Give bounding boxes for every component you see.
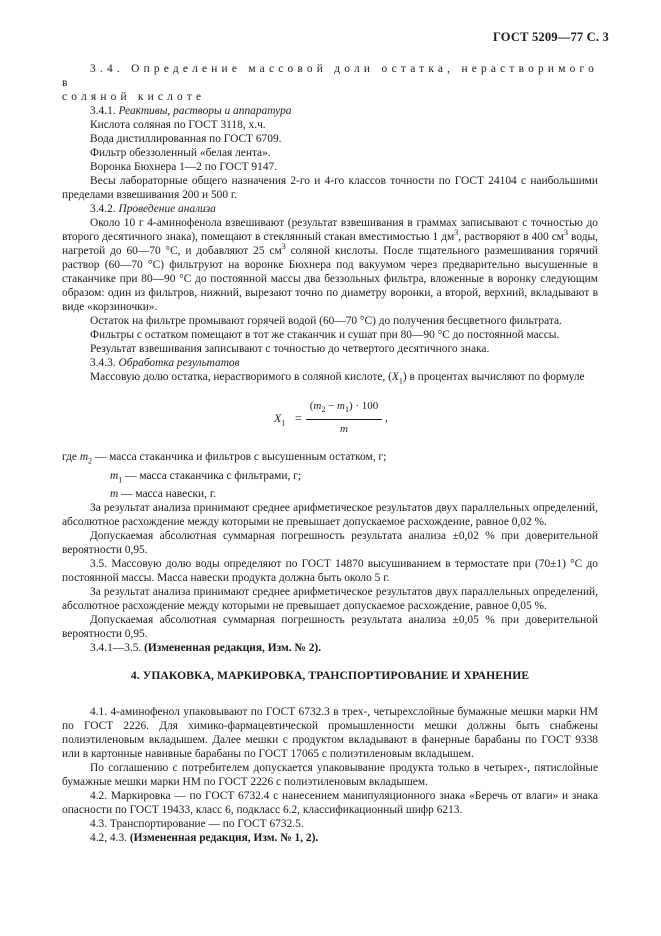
section-3-4-title-line1: 3.4. Определение массовой доли остатка, нерастворимого в (62, 63, 598, 89)
reagent-item: Фильтр обеззоленный «белая лента». (90, 147, 271, 159)
section-3-5-paragraph: 3.5. Массовую долю воды определяют по ГОСТ 14870 высушиванием в термостате при (70±1) °C до постоянной массы. Масса навески продукта должна быть около 5 г. (62, 557, 598, 584)
analysis-paragraph: Фильтры с остатком помещают в тот же стаканчик и сушат при 80—90 °C до постоянной массы. (90, 329, 560, 341)
reagent-item: Весы лабораторные общего назначения 2-го и 4-го классов точности по ГОСТ 24104 с наибольшими пределами взвешивания 200 и 500 г. (62, 175, 598, 201)
section-3-4-2-heading (62, 202, 598, 216)
analysis-paragraph: Около 10 г 4-аминофенола взвешивают (результат взвешивания в граммах записывают с точностью до второго десятичного знака), помещают в стеклянный стакан вместимостью 1 $дм^3$, растворяют в 400 $см^3$ воды, нагретой до 60—70 °C, и добавляют 25 $см^3$ соляной кислоты. После тщательного размешивания горячий раствор (60—70 °C) фильтруют на воронке Бюхнера под вакуумом через предварительно высушенные в стаканчике при 80—90 °C до постоянной массы два беззольных фильтра, вложенные в воронку следующим образом: один из фильтров, нижний, вырезают точно по диаметру воронки, а второй, верхний, вкладывают в виде «корзиночки». (62, 217, 599, 313)
fraction-bar (306, 419, 382, 420)
page-header: ГОСТ 5209—77 С. 3 (492, 30, 609, 44)
formula-denominator: m (340, 423, 348, 436)
results-paragraph: За результат анализа принимают среднее арифметическое результатов двух параллельных определений, абсолютное расхождение между которыми не превышает допускаемое расхождение, равное 0,02 %. (62, 501, 598, 528)
formula-comma: , (385, 412, 388, 425)
section-4-title: 4. УПАКОВКА, МАРКИРОВКА, ТРАНСПОРТИРОВАНИЕ И ХРАНЕНИЕ (130, 668, 530, 682)
formula-numerator: $(m_2 - m_1) \cdot 100$ (309, 400, 379, 415)
formula-fraction (306, 399, 382, 436)
where-line-m: m — масса навески, г. (110, 487, 217, 500)
section-3-4-1-num: 3.4.1. (90, 105, 116, 117)
section-3-4-1-heading (62, 104, 598, 118)
revision-note: 4.2, 4.3. (Измененная редакция, Изм. № 1, 2). (90, 831, 319, 844)
formula (62, 397, 598, 441)
section-3-5-paragraph: Допускаемая абсолютная суммарная погрешность результата анализа ±0,05 % при доверительной вероятности 0,95. (62, 613, 598, 640)
section-4-paragraph: 4.2. Маркировка — по ГОСТ 6732.4 с нанесением манипуляционного знака «Беречь от влаги» и знака опасности по ГОСТ 19433, класс 6, подкласс 6.2, классификационный шифр 6213. (62, 789, 598, 816)
formula-equals: = (295, 411, 302, 426)
document-body (62, 62, 598, 845)
formula-lhs: $X_1$ (274, 411, 286, 428)
section-3-5-paragraph: За результат анализа принимают среднее арифметическое результатов двух параллельных определений, абсолютное расхождение между которыми не превышает допускаемое расхождение, равное 0,05 %. (62, 585, 598, 612)
where-line-m2: где $m_2$ — масса стаканчика и фильтров с высушенным остатком, г; (62, 451, 387, 466)
reagent-item: Воронка Бюхнера 1—2 по ГОСТ 9147. (90, 161, 278, 173)
section-4-paragraph: 4.1. 4-аминофенол упаковывают по ГОСТ 6732.3 в трех-, четырехслойные бумажные мешки марки НМ по ГОСТ 2226. Для химико-фармацевтической промышленности мешки должны быть снабжены полиэтиленовым вкладышем. Далее мешки с продуктом вкладывают в фанерные барабаны по ГОСТ 9338 или в картонные навивные барабаны по ГОСТ 17065 с полиэтиленовым вкладышем. (62, 705, 598, 760)
results-paragraph: Допускаемая абсолютная суммарная погрешность результата анализа ±0,02 % при доверительной вероятности 0,95. (62, 529, 598, 556)
revision-note: 3.4.1—3.5. (Измененная редакция, Изм. № 2). (90, 641, 322, 654)
section-3-4-3-num: 3.4.3. (90, 357, 116, 369)
section-3-4-3-heading (62, 356, 598, 370)
where-line-m1: $m_1$ — масса стаканчика с фильтрами, г; (110, 469, 302, 484)
section-4-paragraph: 4.3. Транспортирование — по ГОСТ 6732.5. (90, 817, 304, 830)
section-3-4-2-title: Проведение анализа (118, 203, 216, 215)
reagent-item: Кислота соляная по ГОСТ 3118, х.ч. (90, 119, 266, 131)
formula-intro: Массовую долю остатка, нерастворимого в соляной кислоте, $(X_1)$ в процентах вычисляют по формуле (90, 371, 585, 386)
reagent-item: Вода дистиллированная по ГОСТ 6709. (90, 133, 282, 145)
section-3-4-1-title: Реактивы, растворы и аппаратура (118, 105, 292, 117)
section-3-4-3-title: Обработка результатов (118, 357, 240, 369)
section-3-4-2-num: 3.4.2. (90, 203, 116, 215)
analysis-paragraph: Остаток на фильтре промывают горячей водой (60—70 °C) до получения бесцветного фильтрата. (90, 315, 562, 327)
section-4-paragraph: По соглашению с потребителем допускается упаковывание продукта только в четырех-, пятислойные бумажные мешки марки НМ по ГОСТ 2226 с полиэтиленовым вкладышем. (62, 761, 598, 788)
analysis-paragraph: Результат взвешивания записывают с точностью до четвертого десятичного знака. (90, 343, 490, 355)
section-3-4-title-line2: соляной кислоте (62, 91, 206, 103)
